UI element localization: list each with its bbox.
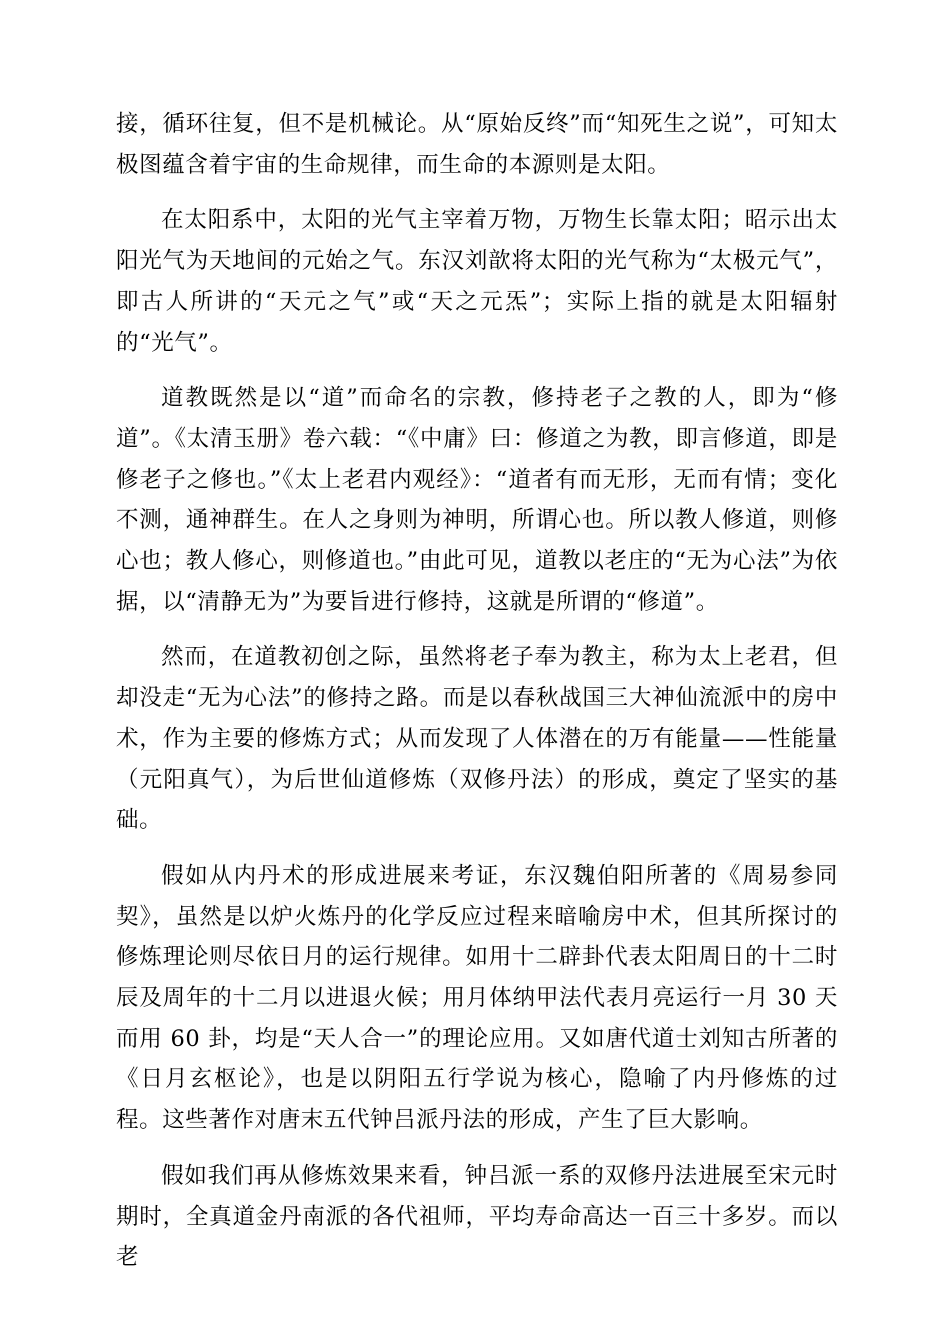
paragraph-2: 在太阳系中，太阳的光气主宰着万物，万物生长靠太阳；昭示出太阳光气为天地间的元始之气。东汉刘歆将太阳的光气称为“太极元气”，即古人所讲的“天元之气”或“天之元炁”；实际上指的就是太阳辐射的“光气”。 (116, 207, 838, 356)
paragraph-3: 道教既然是以“道”而命名的宗教，修持老子之教的人，即为“修道”。《太清玉册》卷六载：“《中庸》曰：修道之为教，即言修道，即是修老子之修也。”《太上老君内观经》：“道者有而无形，无而有情；变化不测，通神群生。在人之身则为神明，所谓心也。所以教人修道，则修心也；教人修心，则修道也。”由此可见，道教以老庄的“无为心法”为依据，以“清静无为”为要旨进行修持，这就是所谓的“修道”。 (116, 385, 838, 615)
document-body (116, 104, 838, 1293)
paragraph-5: 假如从内丹术的形成进展来考证，东汉魏伯阳所著的《周易参同契》，虽然是以炉火炼丹的化学反应过程来暗喻房中术，但其所探讨的修炼理论则尽依日月的运行规律。如用十二辟卦代表太阳周日的十二时辰及周年的十二月以进退火候；用月体纳甲法代表月亮运行一月 30 天而用 60 卦，均是“天人合一”的理论应用。又如唐代道士刘知古所著的《日月玄枢论》，也是以阴阳五行学说为核心，隐喻了内丹修炼的过程。这些著作对唐末五代钟吕派丹法的形成，产生了巨大影响。 (116, 862, 838, 1134)
paragraph-6: 假如我们再从修炼效果来看，钟吕派一系的双修丹法进展至宋元时期时，全真道金丹南派的各代祖师，平均寿命高达一百三十多岁。而以老 (116, 1162, 838, 1271)
paragraph-1: 接，循环往复，但不是机械论。从“原始反终”而“知死生之说”，可知太极图蕴含着宇宙的生命规律，而生命的本源则是太阳。 (116, 111, 838, 178)
paragraph-4: 然而，在道教初创之际，虽然将老子奉为教主，称为太上老君，但却没走“无为心法”的修持之路。而是以春秋战国三大神仙流派中的房中术，作为主要的修炼方式；从而发现了人体潜在的万有能量——性能量（元阳真气），为后世仙道修炼（双修丹法）的形成，奠定了坚实的基础。 (116, 644, 838, 834)
